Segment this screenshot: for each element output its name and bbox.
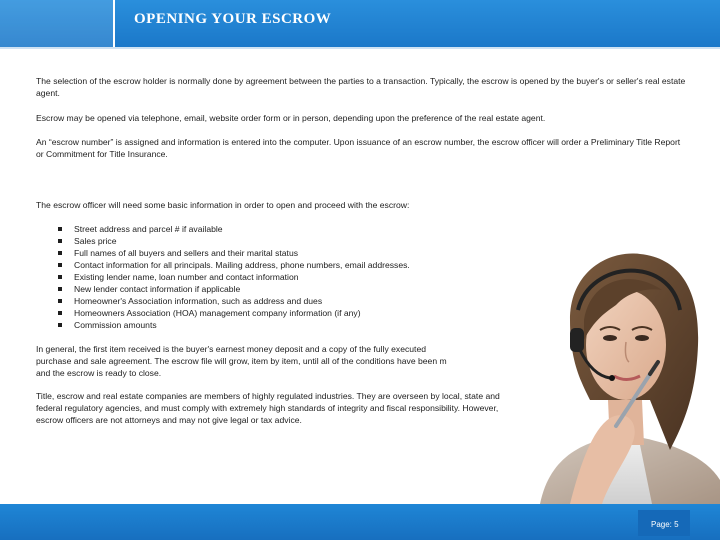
list-item: Contact information for all principals. Mailing address, phone numbers, email addresses. bbox=[58, 259, 538, 271]
paragraph-how-to-open: Escrow may be opened via telephone, email, website order form or in person, depending upon the preference of the real estate agent. bbox=[36, 113, 546, 123]
bullet-icon bbox=[58, 275, 62, 279]
bullet-icon bbox=[58, 251, 62, 255]
header-banner bbox=[0, 0, 720, 47]
bullet-icon bbox=[58, 299, 62, 303]
list-item: Street address and parcel # if available bbox=[58, 223, 538, 235]
bullet-icon bbox=[58, 227, 62, 231]
list-item: Homeowner's Association information, such as address and dues bbox=[58, 295, 538, 307]
list-item: Sales price bbox=[58, 235, 538, 247]
page-title: OPENING YOUR ESCROW bbox=[134, 11, 332, 27]
bullet-icon bbox=[58, 263, 62, 267]
list-item: Existing lender name, loan number and contact information bbox=[58, 271, 538, 283]
paragraph-escrow-number: An “escrow number” is assigned and information is entered into the computer. Upon issuance of an escrow number, the escrow officer will order a Preliminary Title Report or Commitment for Title Insurance. bbox=[36, 137, 681, 159]
headset-woman-photo bbox=[530, 250, 720, 504]
paragraph-regulation: Title, escrow and real estate companies are members of highly regulated industries. They are overseen by local, state and federal regulatory agencies, and must comply with extremely high standards of integrity and fiscal responsibility. However, escrow officers are not attorneys and may not give legal or tax advice. bbox=[36, 391, 500, 425]
list-item: New lender contact information if applicable bbox=[58, 283, 538, 295]
paragraph-first-items-received: In general, the first item received is the buyer's earnest money deposit and a copy of the fully executed purchase and sale agreement. The escrow file will grow, item by item, until all of the conditions have been m and the escrow is ready to close. bbox=[36, 344, 447, 378]
header-rule bbox=[0, 47, 720, 49]
header-left-block bbox=[0, 0, 113, 47]
required-info-list bbox=[58, 223, 538, 331]
list-item: Full names of all buyers and sellers and their marital status bbox=[58, 247, 538, 259]
bullet-icon bbox=[58, 287, 62, 291]
bullet-icon bbox=[58, 323, 62, 327]
bullet-icon bbox=[58, 239, 62, 243]
paragraph-escrow-selection: The selection of the escrow holder is normally done by agreement between the parties to a transaction. Typically, the escrow is opened by the buyer's or seller's real estate agent. bbox=[36, 76, 686, 98]
bullet-icon bbox=[58, 311, 62, 315]
paragraph-basic-info-intro: The escrow officer will need some basic information in order to open and proceed with the escrow: bbox=[36, 200, 410, 210]
page-number: Page: 5 bbox=[651, 520, 679, 529]
list-item: Commission amounts bbox=[58, 319, 538, 331]
footer-bar bbox=[0, 504, 720, 540]
header-divider bbox=[113, 0, 115, 47]
list-item: Homeowners Association (HOA) management company information (if any) bbox=[58, 307, 538, 319]
